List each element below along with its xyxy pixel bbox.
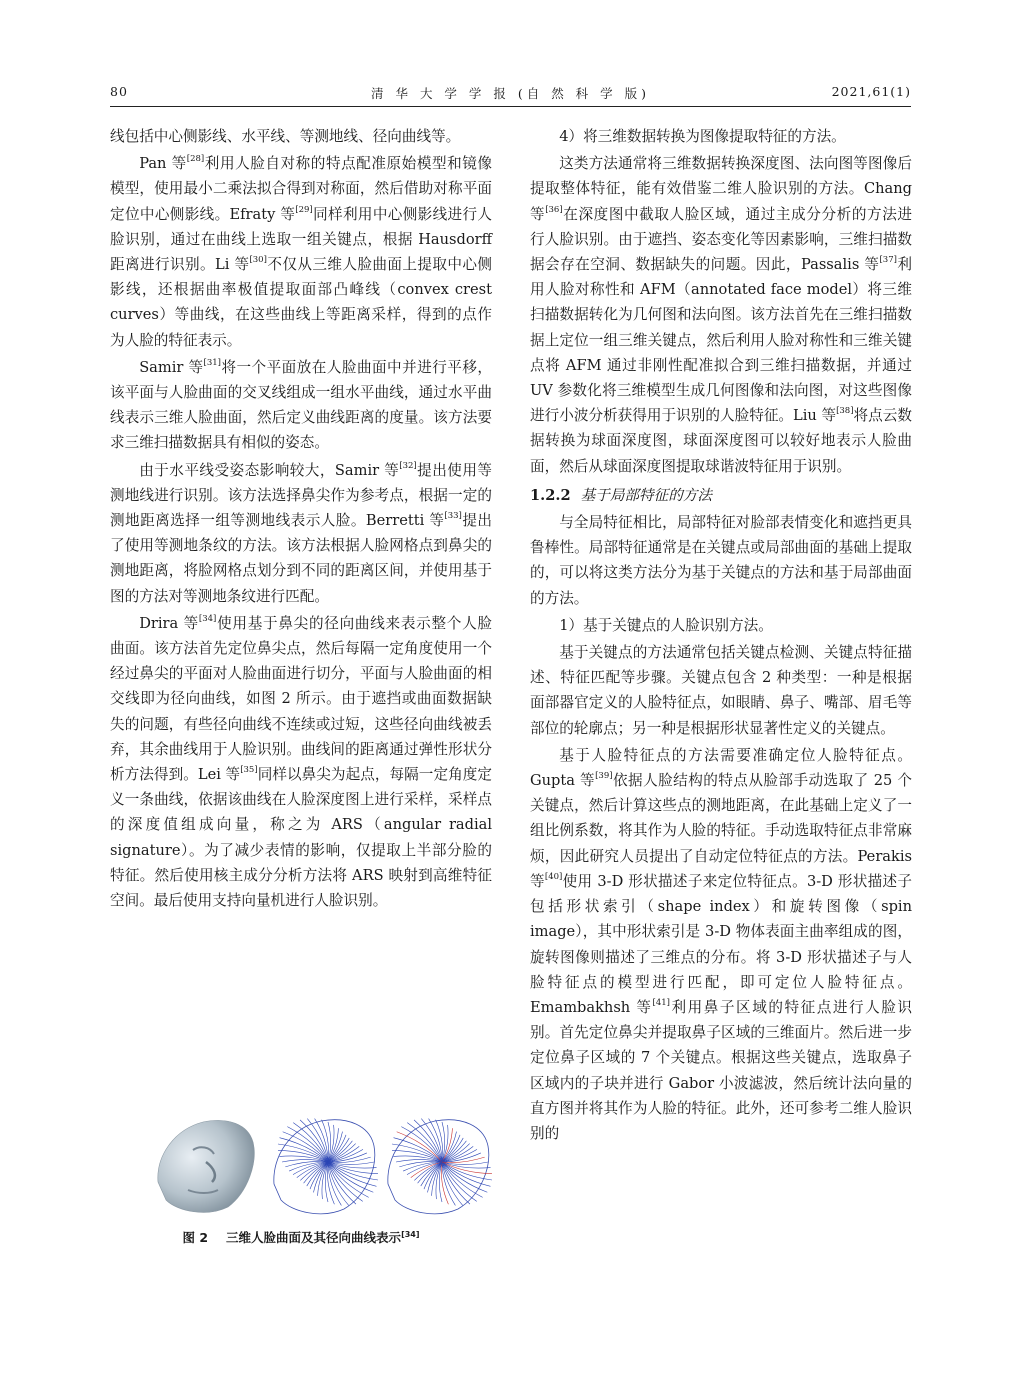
section-heading (530, 483, 912, 508)
citation-marker: [36] (545, 204, 563, 215)
paragraph: Samir 等[31]将一个平面放在人脸曲面中并进行平移，该平面与人脸曲面的交叉线组成一组水平曲线，通过水平曲线表示三维人脸曲面，然后定义曲线距离的度量。该方法要求三维扫描数据具有相似的姿态。 (110, 357, 492, 452)
citation-marker: [34] (401, 1229, 420, 1239)
running-header (110, 84, 911, 106)
figure-caption (110, 1228, 492, 1246)
figure-2-face-surfaces (148, 1112, 496, 1220)
paragraph: Drira 等[34]使用基于鼻尖的径向曲线来表示整个人脸曲面。该方法首先定位鼻尖点，然后每隔一定角度使用一个经过鼻尖的平面对人脸曲面进行切分，平面与人脸曲面的相交线即为径向曲线，如图 2 所示。由于遮挡或曲面数据缺失的问题，有些径向曲线不连续或过短，这些径向曲线被丢弃，其余曲线用于人脸识别。曲线间的距离通过弹性形状分析方法得到。Lei 等[35]同样以鼻尖为起点，每隔一定角度定义一条曲线，依据该曲线在人脸深度图上进行采样，采样点的深度值组成向量，称之为 ARS（angular radial signature）。为了减少表情的影响，仅提取上半部分脸的特征。然后使用核主成分分析方法将 ARS 映射到高维特征空间。最后使用支持向量机进行人脸识别。 (110, 614, 492, 910)
paragraph: 基于关键点的方法通常包括关键点检测、关键点特征描述、特征匹配等步骤。关键点包含 2 种类型：一种是根据面部器官定义的人脸特征点，如眼睛、鼻子、嘴部、眉毛等部位的轮廓点；另一种是根据形状显著性定义的关键点。 (530, 644, 912, 737)
paragraph: 基于人脸特征点的方法需要准确定位人脸特征点。Gupta 等[39]依据人脸结构的特点从脸部手动选取了 25 个关键点，然后计算这些点的测地距离，在此基础上定义了一组比例系数，将其作为人脸的特征。手动选取特征点非常麻烦，因此研究人员提出了自动定位特征点的方法。Perakis 等[40]使用 3-D 形状描述子来定位特征点。3-D 形状描述子包括形状索引（shape index）和旋转图像（spin image），其中形状索引是 3-D 物体表面主曲率组成的图，旋转图像则描述了三维点的分布。将 3-D 形状描述子与人脸特征点的模型进行匹配，即可定位人脸特征点。Emambakhsh 等[41]利用鼻子区域的特征点进行人脸识别。首先定位鼻尖并提取鼻子区域的三维面片。然后进一步定位鼻子区域的 7 个关键点。根据这些关键点，选取鼻子区域内的子块并进行 Gabor 小波滤波，然后统计法向量的直方图并将其作为人脸的特征。此外，还可参考二维人脸识别的 (530, 746, 912, 1142)
paragraph: 与全局特征相比，局部特征对脸部表情变化和遮挡更具鲁棒性。局部特征通常是在关键点或局部曲面的基础上提取的，可以将这类方法分为基于关键点的方法和基于局部曲面的方法。 (530, 514, 912, 607)
citation-marker: [30] (249, 255, 267, 266)
citation-marker: [31] (203, 357, 221, 368)
face-radial-curves-image-2 (388, 1119, 492, 1214)
citation-marker: [29] (295, 204, 313, 215)
paragraph: 由于水平线受姿态影响较大，Samir 等[32]提出使用等测地线进行识别。该方法选择鼻尖作为参考点，根据一定的测地距离选择一组等测地线表示人脸。Berretti 等[33]提出了使用等测地条纹的方法。该方法根据人脸网格点到鼻尖的测地距离，将脸网格点划分到不同的距离区间，并使用基于图的方法对等测地条纹进行匹配。 (110, 460, 492, 605)
figure-caption-text: 三维人脸曲面及其径向曲线表示[34] (226, 1229, 420, 1245)
paragraph: 这类方法通常将三维数据转换深度图、法向图等图像后提取整体特征，能有效借鉴二维人脸识别的方法。Chang 等[36]在深度图中截取人脸区域，通过主成分分析的方法进行人脸识别。由于遮挡、姿态变化等因素影响，三维扫描数据会存在空洞、数据缺失的问题。因此，Passalis 等[37]利用人脸对称性和 AFM（annotated face model）将三维扫描数据转化为几何图和法向图。该方法首先在三维扫描数据上定位一组三维关键点，然后利用人脸对称性和三维关键点将 AFM 通过非刚性配准拟合到三维扫描数据，并通过 UV 参数化将三维模型生成几何图像和法向图，对这些图像进行小波分析获得用于识别的人脸特征。Liu 等[38]将点云数据转换为球面深度图，球面深度图可以较好地表示人脸曲面，然后从球面深度图提取球谐波特征用于识别。 (530, 155, 912, 475)
citation-marker: [32] (399, 460, 417, 471)
issue-info: 2021,61(1) (831, 84, 911, 99)
page-number: 80 (110, 84, 128, 99)
face-surface-image (158, 1120, 254, 1212)
paragraph: 线包括中心侧影线、水平线、等测地线、径向曲线等。 (110, 128, 461, 145)
citation-marker: [38] (836, 406, 854, 417)
journal-title: 清 华 大 学 学 报 (自 然 科 学 版) (371, 86, 650, 101)
citation-marker: [39] (595, 771, 613, 782)
citation-marker: [35] (240, 765, 258, 776)
face-radial-curves-image (274, 1119, 378, 1214)
citation-marker: [33] (444, 511, 462, 522)
citation-marker: [34] (198, 614, 217, 624)
figure-label: 图 2 (182, 1230, 209, 1245)
paragraph: 1）基于关键点的人脸识别方法。 (559, 616, 773, 634)
citation-marker: [28] (186, 154, 205, 165)
citation-marker: [37] (879, 255, 897, 266)
citation-marker: [40] (544, 872, 563, 883)
header-rule (110, 106, 911, 107)
left-column (110, 124, 492, 915)
section-title: 基于局部特征的方法 (580, 486, 712, 504)
citation-marker: [41] (652, 998, 670, 1009)
right-column (530, 124, 912, 1148)
paragraph: 4）将三维数据转换为图像提取特征的方法。 (559, 128, 846, 145)
paragraph: Pan 等[28]利用人脸自对称的特点配准原始模型和镜像模型，使用最小二乘法拟合得到对称面，然后借助对称平面定位中心侧影线。Efraty 等[29]同样利用中心侧影线进行人脸识别，通过在曲线上选取一组关键点，根据 Hausdorff 距离进行识别。Li 等[30]不仅从三维人脸曲面上提取中心侧影线，还根据曲率极值提取面部凸峰线（convex crest curves）等曲线，在这些曲线上等距离采样，得到的点作为人脸的特征表示。 (110, 154, 492, 349)
section-number: 1.2.2 (530, 486, 571, 504)
